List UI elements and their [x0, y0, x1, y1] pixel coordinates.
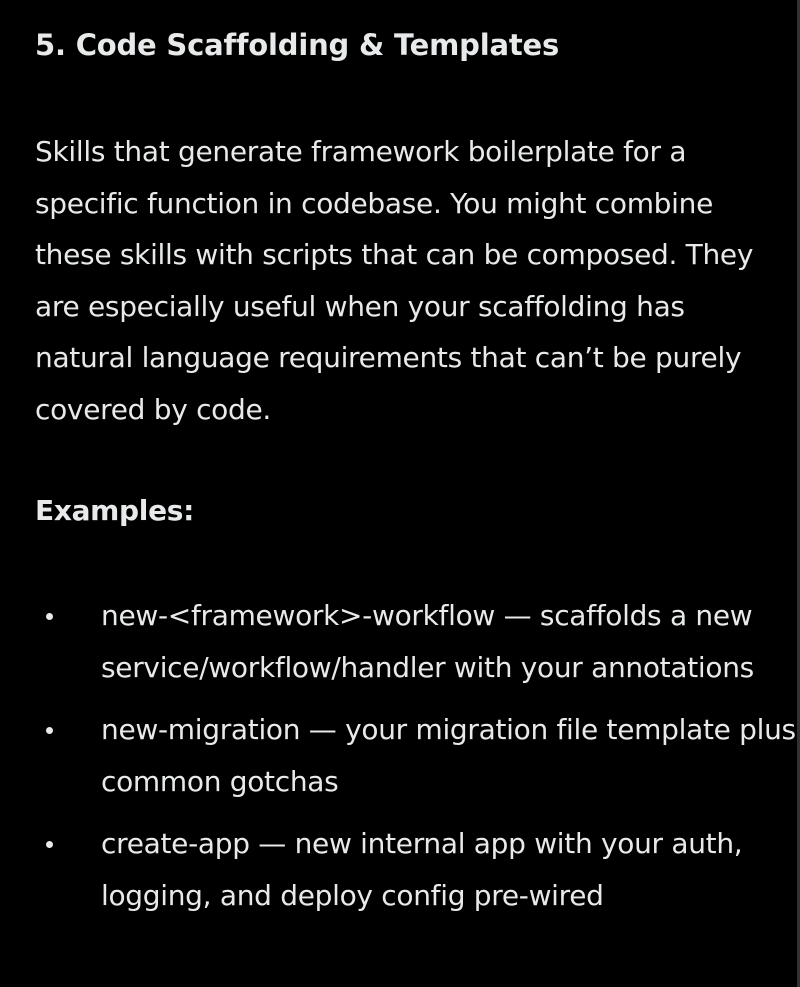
example-text: new-<framework>-workflow — scaffolds a new service/workflow/handler with your annotations	[101, 599, 754, 684]
list-item	[0, 704, 800, 807]
list-item	[0, 818, 800, 921]
examples-list	[0, 590, 796, 921]
bullet-icon	[46, 841, 53, 848]
example-text: create-app — new internal app with your auth, logging, and deploy config pre-wired	[101, 827, 743, 912]
bullet-icon	[46, 613, 53, 620]
list-item	[0, 590, 800, 693]
section-paragraph: Skills that generate framework boilerplate for a specific function in codebase. You might combine these skills with scripts that can be composed. They are especially useful when your scaffolding has natural language requirements that can’t be purely covered by code.	[35, 135, 754, 426]
bullet-icon	[46, 727, 53, 734]
section-heading: 5. Code Scaffolding & Templates	[35, 28, 560, 62]
examples-heading: Examples:	[35, 494, 195, 527]
example-text: new-migration — your migration file template plus common gotchas	[101, 713, 796, 798]
